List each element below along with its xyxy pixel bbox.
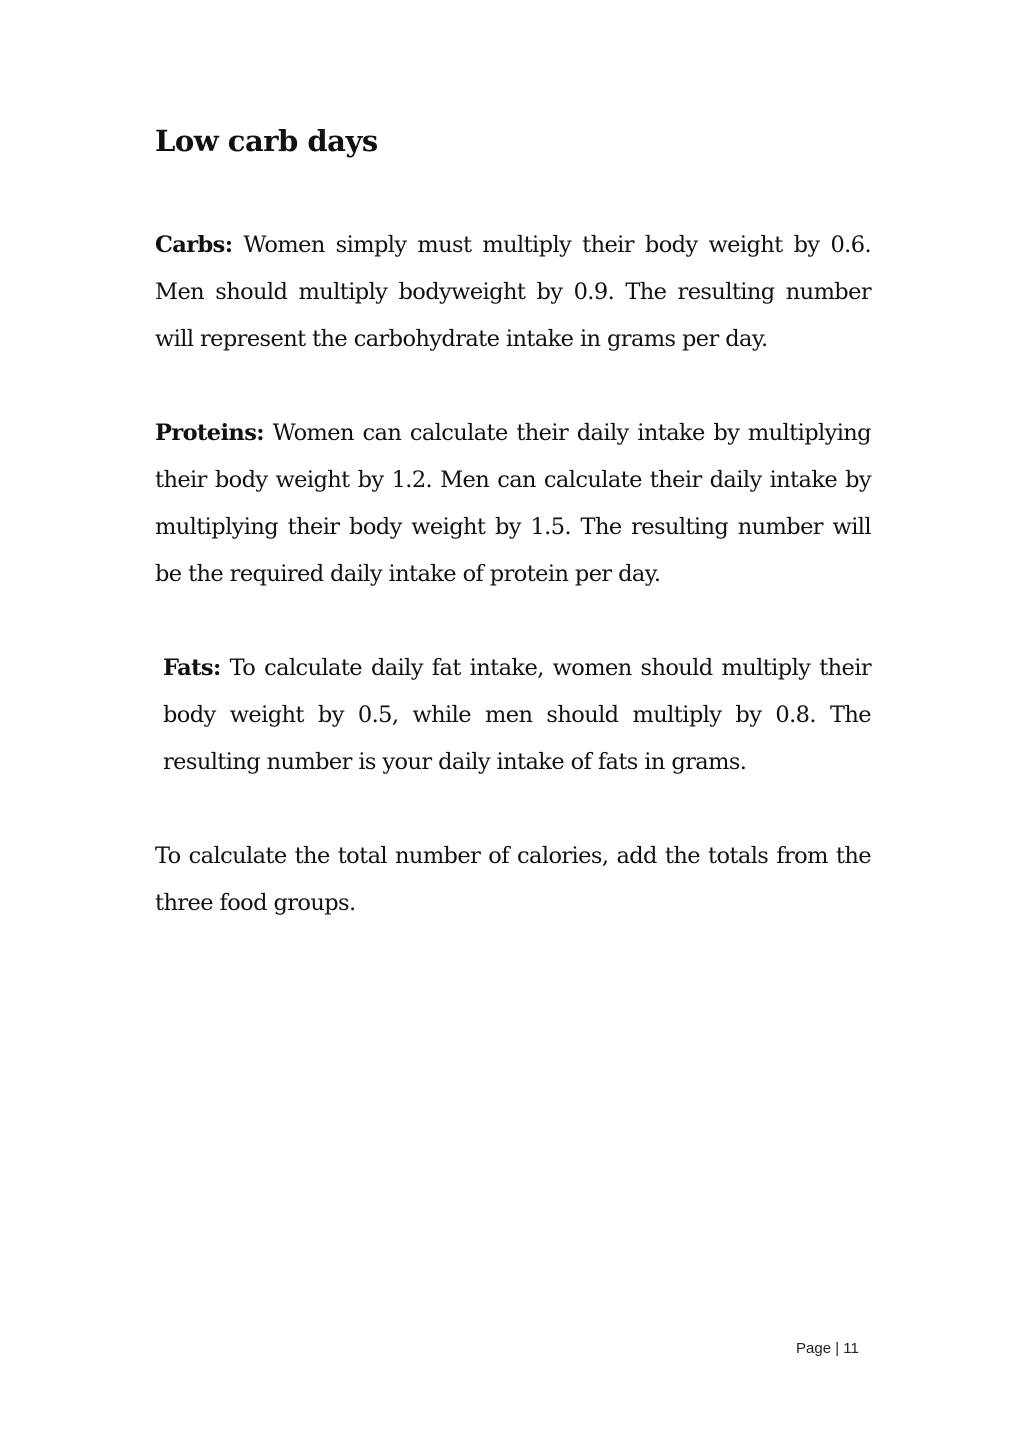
total-calories-text: To calculate the total number of calories, add the totals from the three food groups. — [155, 843, 871, 916]
carbs-paragraph — [155, 222, 871, 363]
page-title: Low carb days — [155, 124, 378, 158]
proteins-label: Proteins: — [155, 420, 264, 446]
page-content — [155, 118, 871, 974]
proteins-paragraph — [155, 410, 871, 598]
carbs-label: Carbs: — [155, 232, 233, 258]
total-calories-paragraph — [155, 833, 871, 927]
fats-paragraph — [155, 645, 871, 786]
fats-text: To calculate daily fat intake, women should multiply their body weight by 0.5, while men should multiply by 0.8. The resulting number is your daily intake of fats in grams. — [163, 655, 871, 775]
page-number: Page | 11 — [796, 1340, 859, 1357]
carbs-text: Women simply must multiply their body weight by 0.6. Men should multiply bodyweight by 0.9. The resulting number will represent the carbohydrate intake in grams per day. — [155, 232, 871, 352]
fats-label: Fats: — [163, 655, 221, 681]
proteins-text: Women can calculate their daily intake by multiplying their body weight by 1.2. Men can calculate their daily intake by multiplying their body weight by 1.5. The resulting number will be the required daily intake of protein per day. — [155, 420, 871, 587]
